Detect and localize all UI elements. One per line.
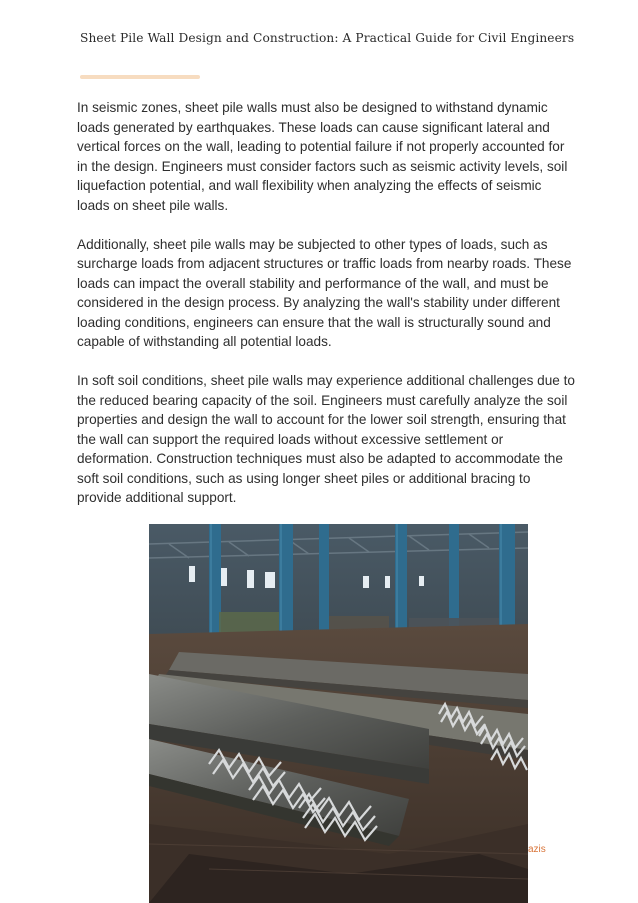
- header-accent-rule: [80, 75, 200, 79]
- sheet-pile-photo: [149, 524, 528, 903]
- paragraph-soft-soil: In soft soil conditions, sheet pile walls may experience additional challenges due to the reduced bearing capacity of the soil. Engineers must carefully analyze the soil properties and design the wall to account for the lower soil strength, ensuring that the wall can support the required loads without excessive settlement or deformation. Construction techniques must also be adapted to accommodate the soft soil conditions, such as using longer sheet piles or additional bracing to provide additional support.: [77, 373, 575, 505]
- document-body: [77, 98, 577, 527]
- paragraph-surcharge-loads: Additionally, sheet pile walls may be subjected to other types of loads, such as surcharge loads from adjacent structures or traffic loads from nearby roads. These loads can impact the overall stability and performance of the wall, and must be considered in the design process. By analyzing the wall's stability under different loading conditions, engineers can ensure that the wall is structurally sound and capable of withstanding all potential loads.: [77, 236, 572, 349]
- sheet-pile-photo-illustration: [149, 524, 528, 903]
- photo-credit: azis: [528, 844, 546, 855]
- document-header-title: Sheet Pile Wall Design and Construction: A Practical Guide for Civil Engineers: [80, 31, 575, 45]
- paragraph-seismic-loads: In seismic zones, sheet pile walls must also be designed to withstand dynamic loads generated by earthquakes. These loads can cause significant lateral and vertical forces on the wall, leading to potential failure if not properly accounted for in the design. Engineers must consider factors such as seismic activity levels, soil liquefaction potential, and wall flexibility when analyzing the effects of seismic loads on sheet pile walls.: [77, 100, 568, 213]
